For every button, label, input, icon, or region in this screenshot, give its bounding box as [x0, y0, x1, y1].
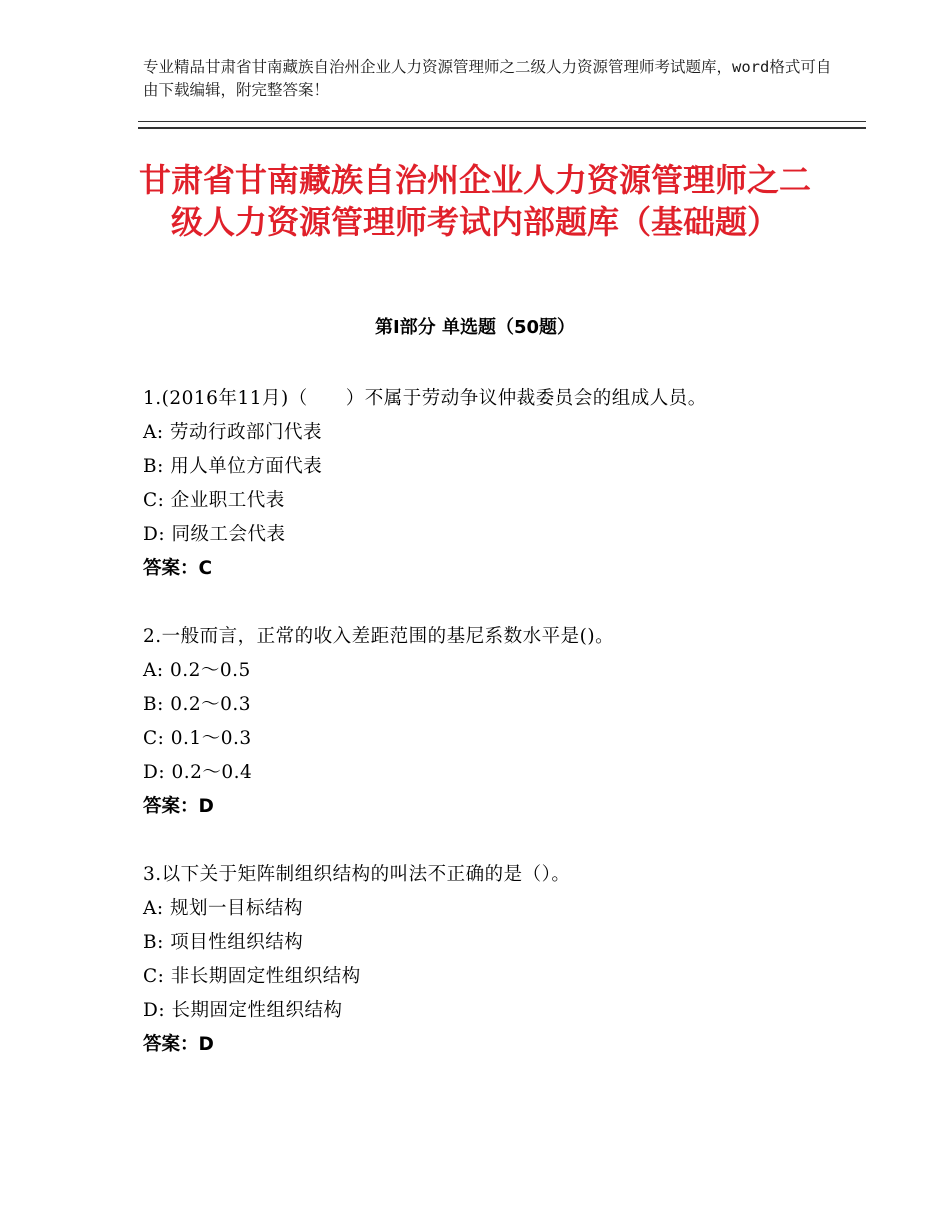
option-c: C: 非长期固定性组织结构	[143, 966, 361, 987]
option-a: A: 0.2～0.5	[143, 660, 251, 681]
header-note: 专业精品甘肃省甘南藏族自治州企业人力资源管理师之二级人力资源管理师考试题库，word格式可自由下载编辑，附完整答案！	[143, 58, 832, 99]
option-b: B: 项目性组织结构	[143, 932, 304, 953]
answer: 答案：D	[143, 796, 214, 817]
question-1	[143, 382, 843, 586]
option-d: D: 同级工会代表	[143, 524, 286, 545]
header-divider	[138, 121, 866, 129]
question-stem: 2.一般而言，正常的收入差距范围的基尼系数水平是()。	[143, 626, 615, 647]
question-stem: 1.(2016年11月)（ ）不属于劳动争议仲裁委员会的组成人员。	[143, 388, 707, 409]
option-b: B: 用人单位方面代表	[143, 456, 323, 477]
answer: 答案：C	[143, 558, 213, 579]
document-title: 甘肃省甘南藏族自治州企业人力资源管理师之二级人力资源管理师考试内部题库（基础题）	[138, 161, 811, 241]
question-list	[143, 382, 843, 1096]
question-3	[143, 858, 843, 1062]
option-b: B: 0.2～0.3	[143, 694, 252, 715]
question-stem: 3.以下关于矩阵制组织结构的叫法不正确的是（）。	[143, 864, 571, 885]
option-d: D: 长期固定性组织结构	[143, 1000, 343, 1021]
question-2	[143, 620, 843, 824]
option-c: C: 企业职工代表	[143, 490, 285, 511]
option-a: A: 劳动行政部门代表	[143, 422, 322, 443]
option-c: C: 0.1～0.3	[143, 728, 252, 749]
section-title: 第Ⅰ部分 单选题（50题）	[374, 317, 575, 338]
answer: 答案：D	[143, 1034, 214, 1055]
option-a: A: 规划一目标结构	[143, 898, 303, 919]
option-d: D: 0.2～0.4	[143, 762, 253, 783]
